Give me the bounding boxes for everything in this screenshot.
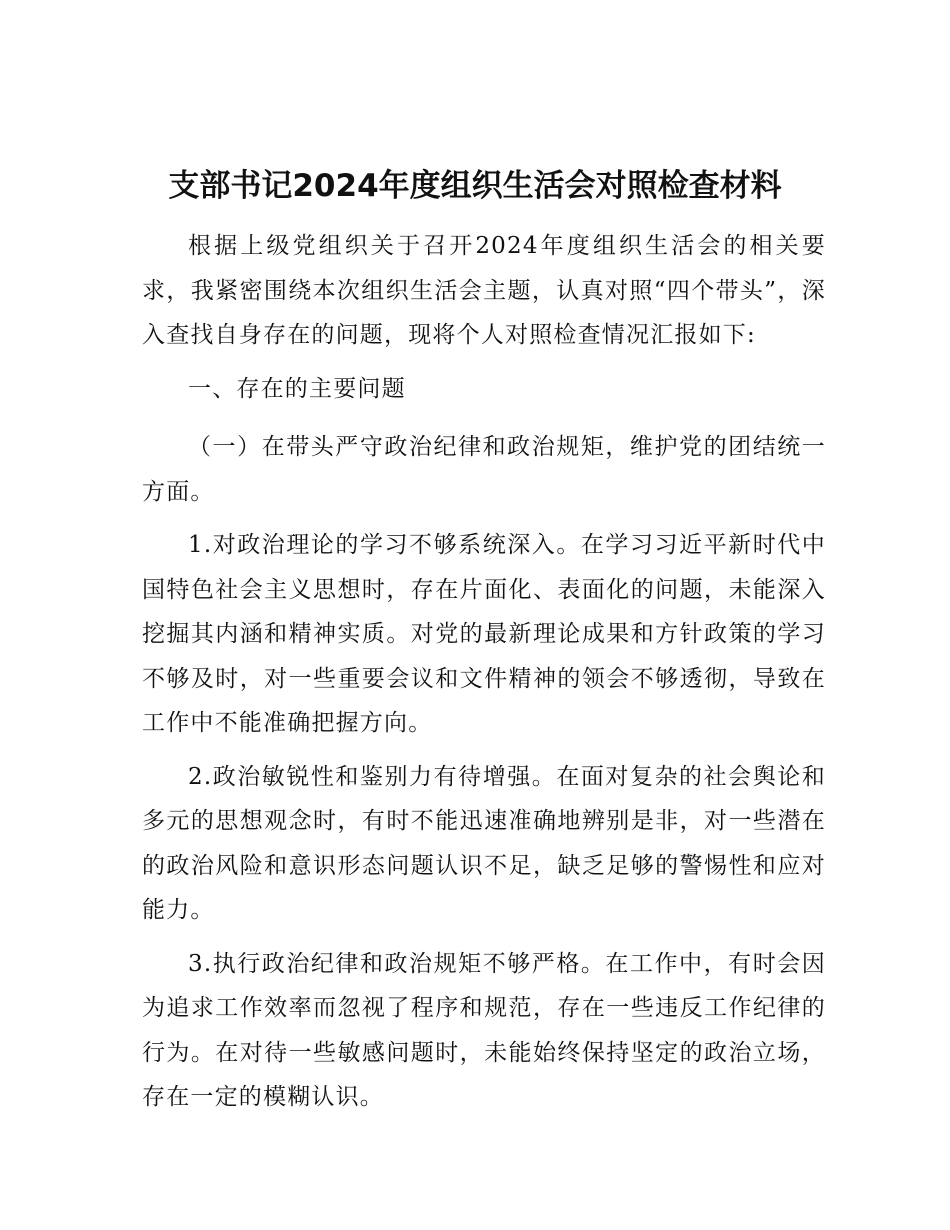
- intro-paragraph: 根据上级党组织关于召开2024年度组织生活会的相关要求，我紧密围绕本次组织生活会主题，认真对照“四个带头”，深入查找自身存在的问题，现将个人对照检查情况汇报如下:: [142, 233, 826, 348]
- document-title: 支部书记2024年度组织生活会对照检查材料: [168, 168, 782, 204]
- problem-item-2: 2.政治敏锐性和鉴别力有待增强。在面对复杂的社会舆论和多元的思想观念时，有时不能迅速准确地辨别是非，对一些潜在的政治风险和意识形态问题认识不足，缺乏足够的警惕性和应对能力。: [142, 763, 826, 923]
- section-heading: 一、存在的主要问题: [188, 375, 406, 402]
- document-body: [142, 224, 826, 1129]
- problem-item-1: 1.对政治理论的学习不够系统深入。在学习习近平新时代中国特色社会主义思想时，存在片面化、表面化的问题，未能深入挖掘其内涵和精神实质。对党的最新理论成果和方针政策的学习不够及时，对一些重要会议和文件精神的领会不够透彻，导致在工作中不能准确把握方向。: [142, 532, 826, 736]
- subsection-heading: （一）在带头严守政治纪律和政治规矩，维护党的团结统一方面。: [142, 434, 826, 505]
- problem-item-3: 3.执行政治纪律和政治规矩不够严格。在工作中，有时会因为追求工作效率而忽视了程序和规范，存在一些违反工作纪律的行为。在对待一些敏感问题时，未能始终保持坚定的政治立场，存在一定的模糊认识。: [142, 950, 826, 1110]
